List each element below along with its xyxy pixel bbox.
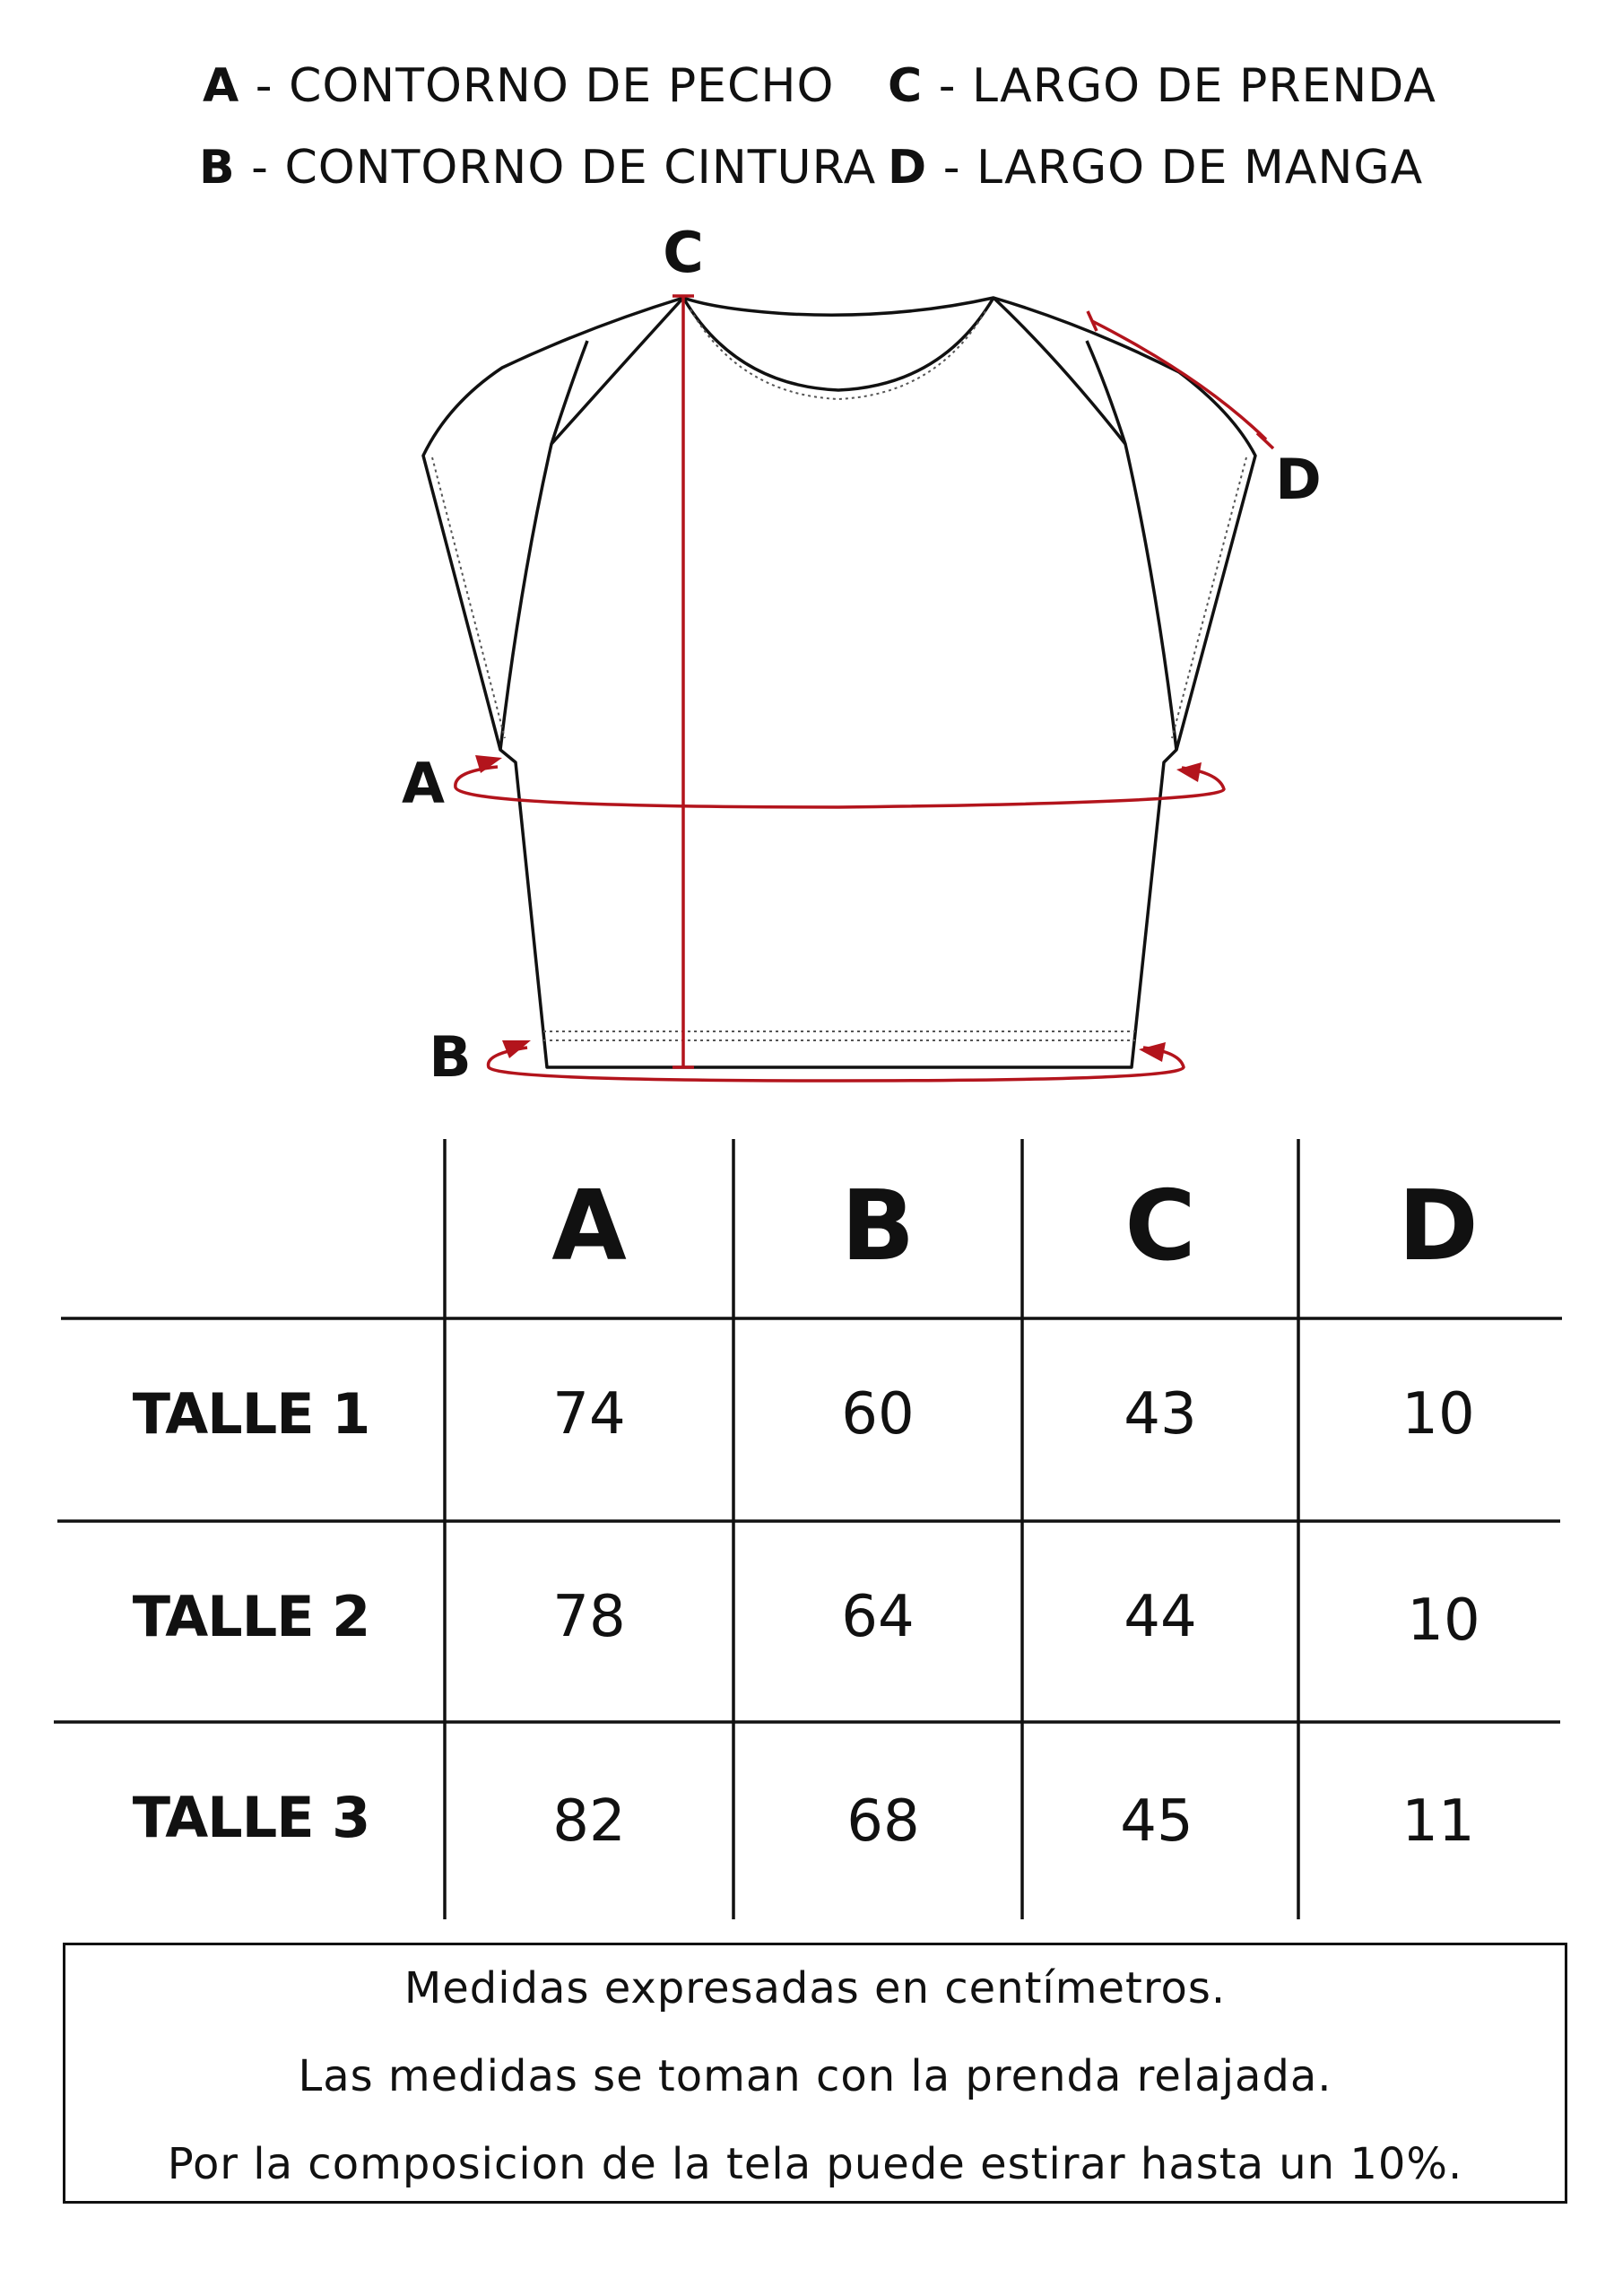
table-cell: 43	[1124, 1381, 1197, 1448]
table-cell: 64	[841, 1584, 915, 1650]
table-cell: 11	[1401, 1788, 1475, 1855]
table-cell: 10	[1401, 1381, 1475, 1448]
legend-text-d: - LARGO DE MANGA	[927, 141, 1424, 195]
table-cell: 44	[1124, 1584, 1197, 1650]
legend-key-a: A	[203, 59, 240, 113]
legend-text-a: - CONTORNO DE PECHO	[239, 59, 835, 113]
column-header-b: B	[840, 1170, 915, 1283]
column-header-d: D	[1398, 1170, 1479, 1283]
legend-key-d: D	[888, 141, 928, 195]
column-header-a: A	[551, 1170, 627, 1283]
legend-key-c: C	[888, 59, 924, 113]
legend-key-b: B	[199, 141, 236, 195]
table-cell: 45	[1120, 1788, 1193, 1855]
table-cell: 78	[552, 1584, 626, 1650]
notes-box	[63, 1943, 1567, 2204]
row-header-talle-1: TALLE 1	[132, 1381, 370, 1447]
table-cell: 60	[841, 1381, 915, 1448]
legend-text-c: - LARGO DE PRENDA	[923, 59, 1436, 113]
row-header-talle-3: TALLE 3	[132, 1785, 370, 1850]
diagram-label-c: C	[663, 220, 704, 285]
table-cell: 74	[552, 1381, 626, 1448]
table-cell: 82	[552, 1788, 626, 1855]
table-cell: 10	[1407, 1587, 1480, 1654]
note-measuring: Las medidas se toman con la prenda relajada.	[298, 2051, 1332, 2101]
note-stretch: Por la composicion de la tela puede estirar hasta un 10%.	[167, 2139, 1463, 2189]
table-cell: 68	[846, 1788, 920, 1855]
legend-text-b: - CONTORNO DE CINTURA	[235, 141, 877, 195]
diagram-label-d: D	[1275, 447, 1322, 512]
column-header-c: C	[1124, 1170, 1196, 1283]
diagram-label-a: A	[402, 751, 445, 816]
row-header-talle-2: TALLE 2	[132, 1584, 370, 1649]
diagram-label-b: B	[429, 1024, 472, 1090]
note-units: Medidas expresadas en centímetros.	[404, 1963, 1227, 2013]
